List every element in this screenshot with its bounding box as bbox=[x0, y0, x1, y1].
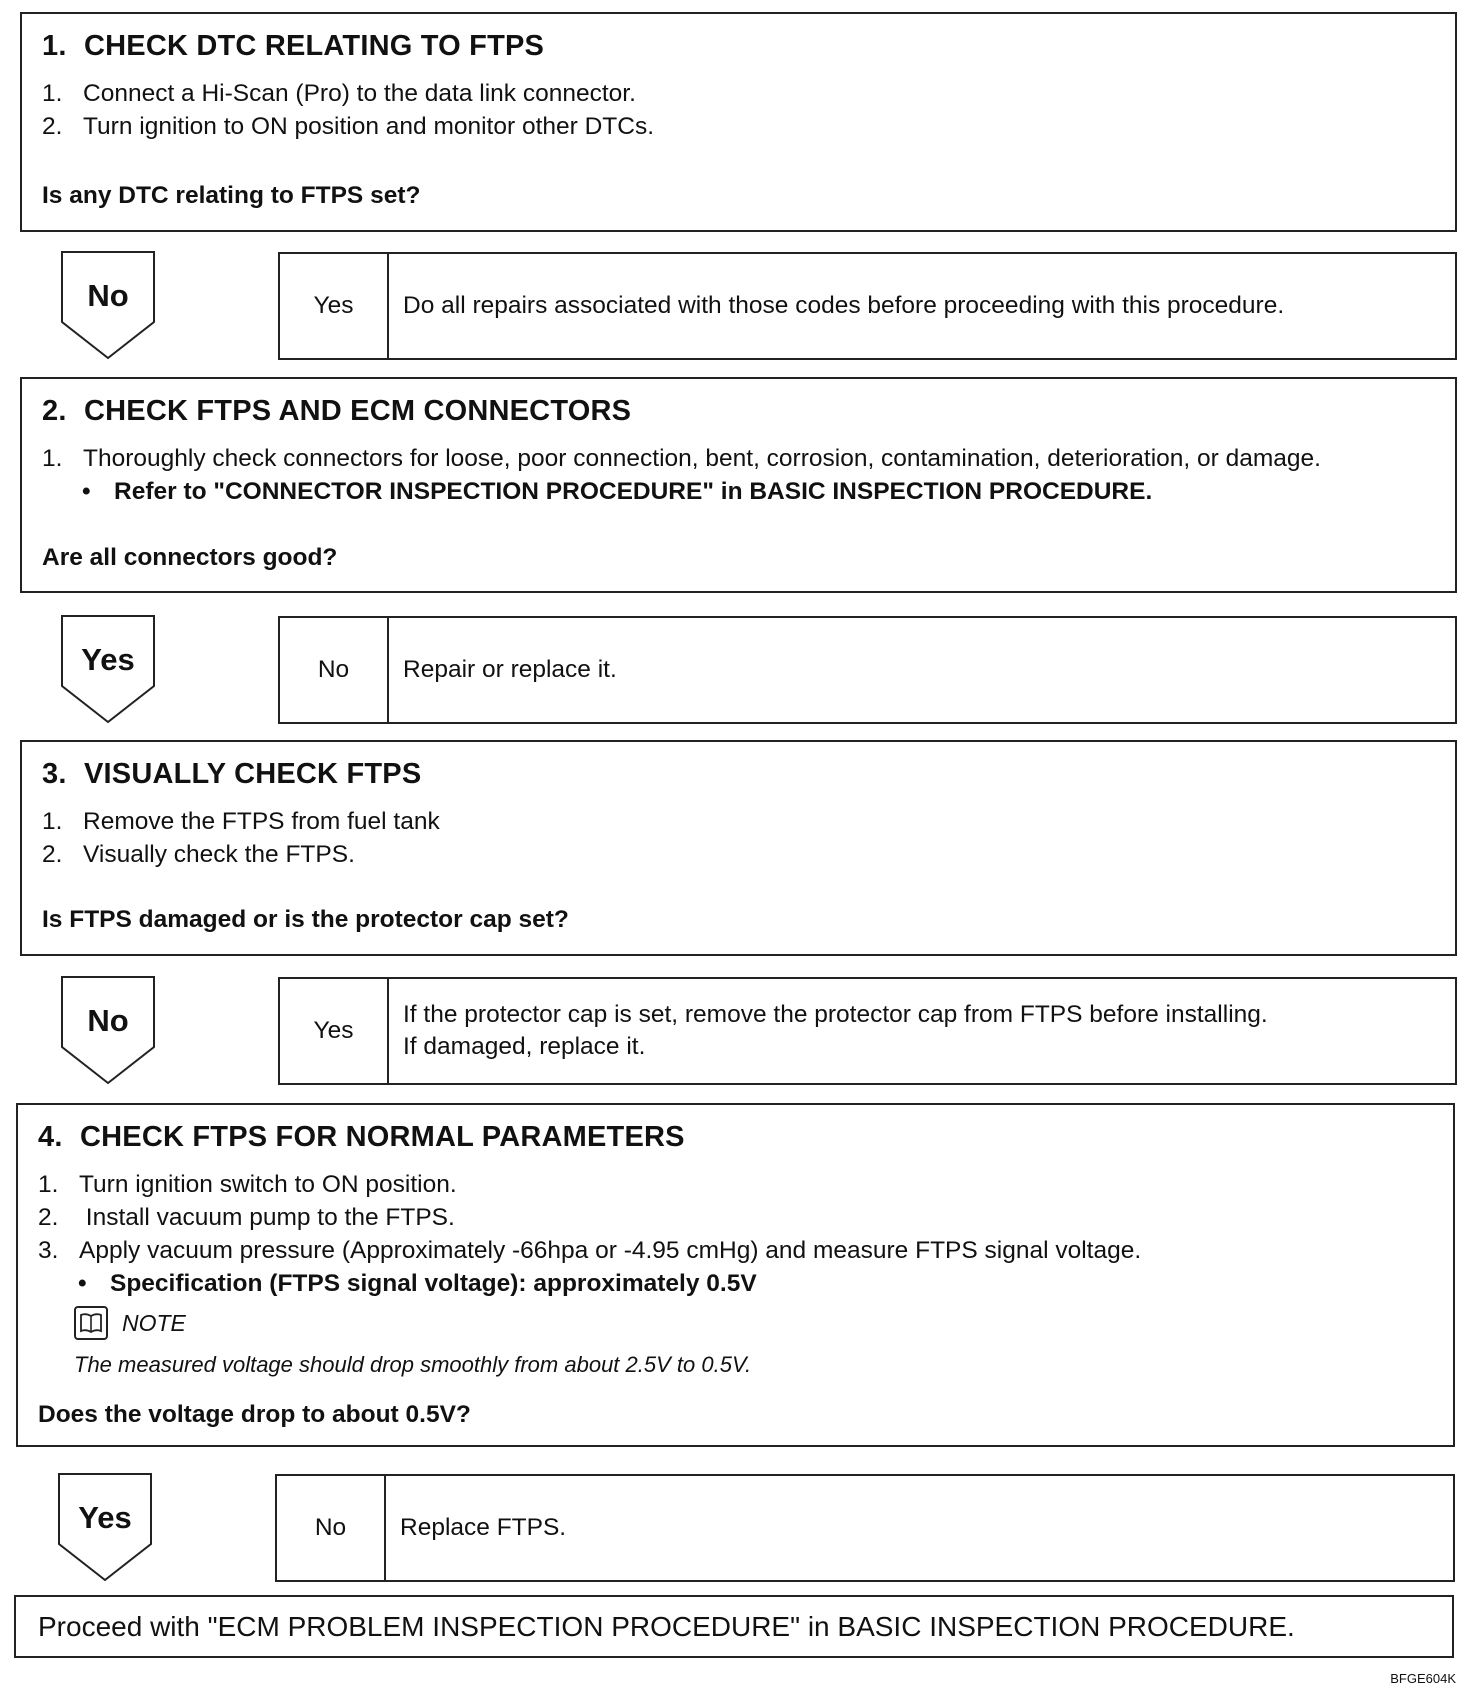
step-4-fail-box bbox=[275, 1474, 1455, 1582]
step-4-pass-label: Yes bbox=[78, 1500, 132, 1535]
step-3-fail-action: If the protector cap is set, remove the protector cap from FTPS before installing. If damaged, replace it. bbox=[403, 1001, 1268, 1060]
step-4-line-1: 1. Turn ignition switch to ON position. bbox=[38, 1171, 457, 1198]
step-3-title: 3. VISUALLY CHECK FTPS bbox=[42, 758, 422, 790]
step-3-fail-label: Yes bbox=[280, 979, 389, 1083]
step-1-title: 1. CHECK DTC RELATING TO FTPS bbox=[42, 30, 545, 62]
step-4-bullet: • Specification (FTPS signal voltage): approximately 0.5V bbox=[78, 1270, 757, 1297]
step-2-fail-box bbox=[278, 616, 1457, 724]
step-2-box bbox=[20, 377, 1457, 593]
step-3-pass-arrow bbox=[60, 975, 156, 1085]
step-2-fail-label: No bbox=[280, 618, 389, 722]
book-icon bbox=[74, 1306, 108, 1340]
step-4-note-text: The measured voltage should drop smoothly from about 2.5V to 0.5V. bbox=[74, 1352, 752, 1377]
step-2-fail-action: Repair or replace it. bbox=[403, 656, 617, 683]
step-4-pass-arrow bbox=[57, 1472, 153, 1582]
note-label: NOTE bbox=[122, 1309, 186, 1336]
step-1-fail-label: Yes bbox=[280, 254, 389, 358]
step-4-question: Does the voltage drop to about 0.5V? bbox=[38, 1401, 471, 1428]
step-1-fail-box bbox=[278, 252, 1457, 360]
step-2-pass-label: Yes bbox=[81, 642, 135, 677]
step-4-box bbox=[16, 1103, 1455, 1447]
step-3-question: Is FTPS damaged or is the protector cap set? bbox=[42, 906, 569, 933]
step-2-line-1: 1. Thoroughly check connectors for loose, poor connection, bent, corrosion, contamination, deterioration, or damage. bbox=[42, 445, 1321, 472]
step-3-box bbox=[20, 740, 1457, 956]
step-1-box bbox=[20, 12, 1457, 232]
step-4-line-3: 3. Apply vacuum pressure (Approximately -66hpa or -4.95 cmHg) and measure FTPS signal voltage. bbox=[38, 1237, 1142, 1264]
step-1-fail-action: Do all repairs associated with those codes before proceeding with this procedure. bbox=[403, 292, 1285, 319]
step-4-fail-action: Replace FTPS. bbox=[400, 1514, 567, 1541]
step-1-pass-arrow bbox=[60, 250, 156, 360]
step-3-line-2: 2. Visually check the FTPS. bbox=[42, 841, 355, 868]
step-3-line-1: 1. Remove the FTPS from fuel tank bbox=[42, 808, 440, 835]
step-2-title: 2. CHECK FTPS AND ECM CONNECTORS bbox=[42, 395, 632, 427]
step-4-line-2: 2. Install vacuum pump to the FTPS. bbox=[38, 1204, 455, 1231]
step-1-pass-label: No bbox=[87, 278, 129, 313]
step-3-pass-label: No bbox=[87, 1003, 129, 1038]
final-action-box: Proceed with "ECM PROBLEM INSPECTION PROCEDURE" in BASIC INSPECTION PROCEDURE. bbox=[14, 1595, 1454, 1658]
step-4-note-header bbox=[74, 1306, 1433, 1340]
step-1-line-1: 1. Connect a Hi-Scan (Pro) to the data link connector. bbox=[42, 80, 636, 107]
step-4-fail-label: No bbox=[277, 1476, 386, 1580]
step-3-fail-box bbox=[278, 977, 1457, 1085]
step-4-title: 4. CHECK FTPS FOR NORMAL PARAMETERS bbox=[38, 1121, 685, 1153]
step-1-question: Is any DTC relating to FTPS set? bbox=[42, 182, 421, 209]
step-1-line-2: 2. Turn ignition to ON position and monitor other DTCs. bbox=[42, 113, 655, 140]
step-2-bullet: • Refer to "CONNECTOR INSPECTION PROCEDURE" in BASIC INSPECTION PROCEDURE. bbox=[82, 478, 1153, 505]
figure-code: BFGE604K bbox=[1390, 1671, 1456, 1686]
step-2-pass-arrow bbox=[60, 614, 156, 724]
step-2-question: Are all connectors good? bbox=[42, 544, 338, 571]
